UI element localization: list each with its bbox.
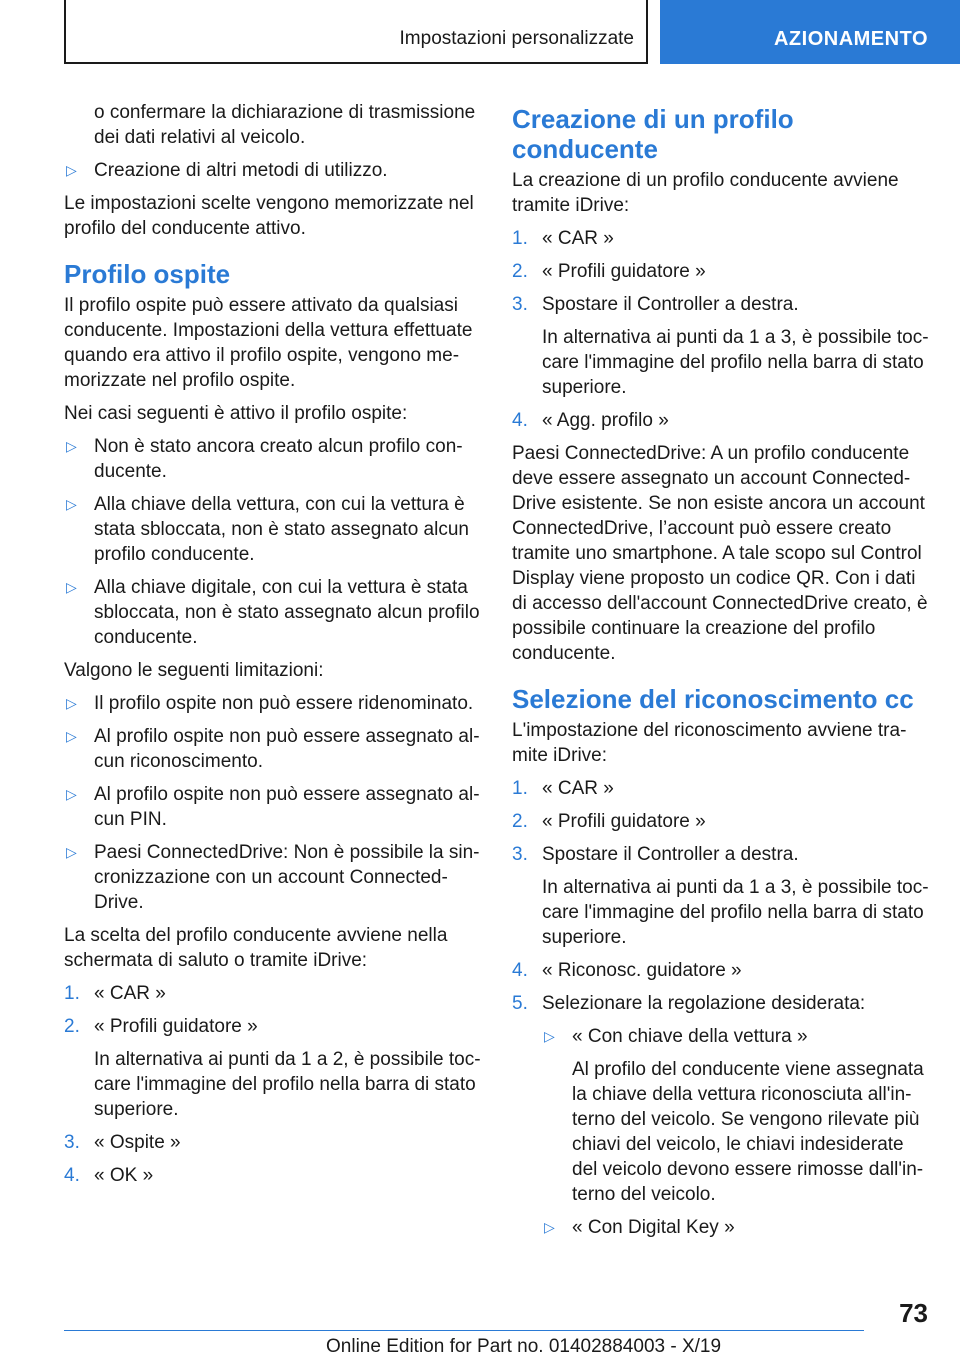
step-text: Selezionare la regolazione desiderata: (542, 993, 866, 1014)
option-item (542, 1215, 932, 1240)
numbered-step (64, 981, 484, 1006)
bullet-text: Creazione di altri metodi di utilizzo. (94, 160, 388, 181)
bullet-item (64, 434, 484, 484)
bullet-item (64, 782, 484, 832)
numbered-step (512, 958, 932, 983)
triangle-bullet-icon: ▷ (66, 786, 77, 802)
paragraph: Il profilo ospite può essere attivato da qualsiasi conducente. Impostazioni della vettura effettuate quando era attivo il profilo ospite, vengono memorizzate nel profilo ospite. (64, 295, 473, 391)
triangle-bullet-icon: ▷ (544, 1028, 555, 1044)
step-text: « Profili guidatore » (542, 811, 706, 832)
triangle-bullet-icon: ▷ (66, 579, 77, 595)
step-note: In alternativa ai punti da 1 a 3, è possibile toccare l'immagine del profilo nella barra di stato superiore. (542, 327, 929, 398)
step-number: 4. (512, 410, 528, 431)
step-text: « CAR » (94, 983, 166, 1004)
heading-create-profile: Creazione di un profilo conducente (512, 104, 794, 164)
step-text: « OK » (94, 1165, 154, 1186)
numbered-step (512, 809, 932, 834)
paragraph: Paesi ConnectedDrive: A un profilo conducente deve essere assegnato un account ConnectedDrive esistente. Se non esiste ancora un account ConnectedDrive, l’account può essere creato tramite uno smartphone. A tale scopo sul Control Display viene proposto un codice QR. Con i dati di accesso dell'account ConnectedDrive creato, è possibile continuare la creazione del profilo conducente. (512, 443, 928, 664)
step-number: 1. (512, 228, 528, 249)
bullet-item (64, 724, 484, 774)
bullet-text: Il profilo ospite non può essere ridenominato. (94, 693, 474, 714)
step-number: 5. (512, 993, 528, 1014)
numbered-step (512, 776, 932, 801)
numbered-step (512, 991, 932, 1016)
step-text: « CAR » (542, 228, 614, 249)
paragraph: Valgono le seguenti limitazioni: (64, 660, 324, 681)
step-number: 1. (64, 983, 80, 1004)
paragraph: Nei casi seguenti è attivo il profilo ospite: (64, 403, 408, 424)
option-text: « Con Digital Key » (572, 1217, 735, 1238)
option-note: Al profilo del conducente viene assegnata la chiave della vettura riconosciuta all'interno del veicolo. Se vengono rilevate più chiavi del veicolo, le chiavi indesiderate del veicolo devono essere rimosse dall'interno del veicolo. (572, 1059, 924, 1205)
footer-divider (64, 1330, 864, 1331)
paragraph: La creazione di un profilo conducente avviene tramite iDrive: (512, 170, 899, 216)
bullet-item (64, 691, 484, 716)
numbered-step (512, 292, 932, 317)
step-number: 3. (512, 294, 528, 315)
triangle-bullet-icon: ▷ (544, 1219, 555, 1235)
step-number: 3. (64, 1132, 80, 1153)
bullet-text: Non è stato ancora creato alcun profilo conducente. (94, 436, 463, 482)
step-number: 4. (64, 1165, 80, 1186)
numbered-step (64, 1014, 484, 1039)
step-note: In alternativa ai punti da 1 a 3, è possibile toccare l'immagine del profilo nella barra di stato superiore. (542, 877, 929, 948)
header-chapter-tab (660, 0, 960, 64)
step-text: « Riconosc. guidatore » (542, 960, 742, 981)
step-number: 2. (512, 811, 528, 832)
triangle-bullet-icon: ▷ (66, 496, 77, 512)
bullet-text: Paesi ConnectedDrive: Non è possibile la sincronizzazione con un account ConnectedDrive. (94, 842, 480, 913)
bullet-item (64, 158, 484, 183)
step-text: Spostare il Controller a destra. (542, 844, 799, 865)
step-text: « CAR » (542, 778, 614, 799)
step-number: 1. (512, 778, 528, 799)
step-number: 3. (512, 844, 528, 865)
triangle-bullet-icon: ▷ (66, 162, 77, 178)
step-number: 2. (512, 261, 528, 282)
bullet-item (64, 575, 484, 650)
bullet-text: Al profilo ospite non può essere assegnato alcun riconoscimento. (94, 726, 480, 772)
step-text: « Profili guidatore » (94, 1016, 258, 1037)
triangle-bullet-icon: ▷ (66, 728, 77, 744)
step-note: In alternativa ai punti da 1 a 2, è possibile toccare l'immagine del profilo nella barra di stato superiore. (94, 1049, 481, 1120)
step-text: Spostare il Controller a destra. (542, 294, 799, 315)
header-section-box (64, 0, 648, 64)
footer-edition: Online Edition for Part no. 01402884003 - X/19 (326, 1336, 722, 1357)
bullet-text: Alla chiave digitale, con cui la vettura è stata sbloccata, non è stato assegnato alcun profilo conducente. (94, 577, 480, 648)
header-section-title: Impostazioni personalizzate (399, 28, 634, 49)
intro-continuation: o confermare la dichiarazione di trasmissione dei dati relativi al veicolo. (94, 102, 476, 148)
paragraph: Le impostazioni scelte vengono memorizzate nel profilo del conducente attivo. (64, 193, 474, 239)
heading-select-recognition: Selezione del riconoscimento cc (512, 684, 914, 714)
step-text: « Agg. profilo » (542, 410, 669, 431)
numbered-step (512, 842, 932, 867)
numbered-step (64, 1163, 484, 1188)
paragraph: La scelta del profilo conducente avviene nella schermata di saluto o tramite iDrive: (64, 925, 448, 971)
heading-guest-profile: Profilo ospite (64, 259, 231, 289)
triangle-bullet-icon: ▷ (66, 695, 77, 711)
left-column (64, 100, 484, 1196)
bullet-item (64, 840, 484, 915)
bullet-text: Alla chiave della vettura, con cui la vettura è stata sbloccata, non è stato assegnato alcun profilo conducente. (94, 494, 469, 565)
paragraph: L'impostazione del riconoscimento avviene tramite iDrive: (512, 720, 907, 766)
numbered-step (512, 259, 932, 284)
numbered-step (512, 408, 932, 433)
option-item (542, 1024, 932, 1049)
triangle-bullet-icon: ▷ (66, 844, 77, 860)
option-text: « Con chiave della vettura » (572, 1026, 808, 1047)
step-text: « Profili guidatore » (542, 261, 706, 282)
header-chapter-title: AZIONAMENTO (773, 28, 928, 50)
step-number: 2. (64, 1016, 80, 1037)
numbered-step (512, 226, 932, 251)
triangle-bullet-icon: ▷ (66, 438, 77, 454)
bullet-text: Al profilo ospite non può essere assegnato alcun PIN. (94, 784, 480, 830)
step-text: « Ospite » (94, 1132, 181, 1153)
right-column (512, 100, 932, 1248)
bullet-item (64, 492, 484, 567)
step-number: 4. (512, 960, 528, 981)
numbered-step (64, 1130, 484, 1155)
page-number: 73 (899, 1298, 928, 1328)
